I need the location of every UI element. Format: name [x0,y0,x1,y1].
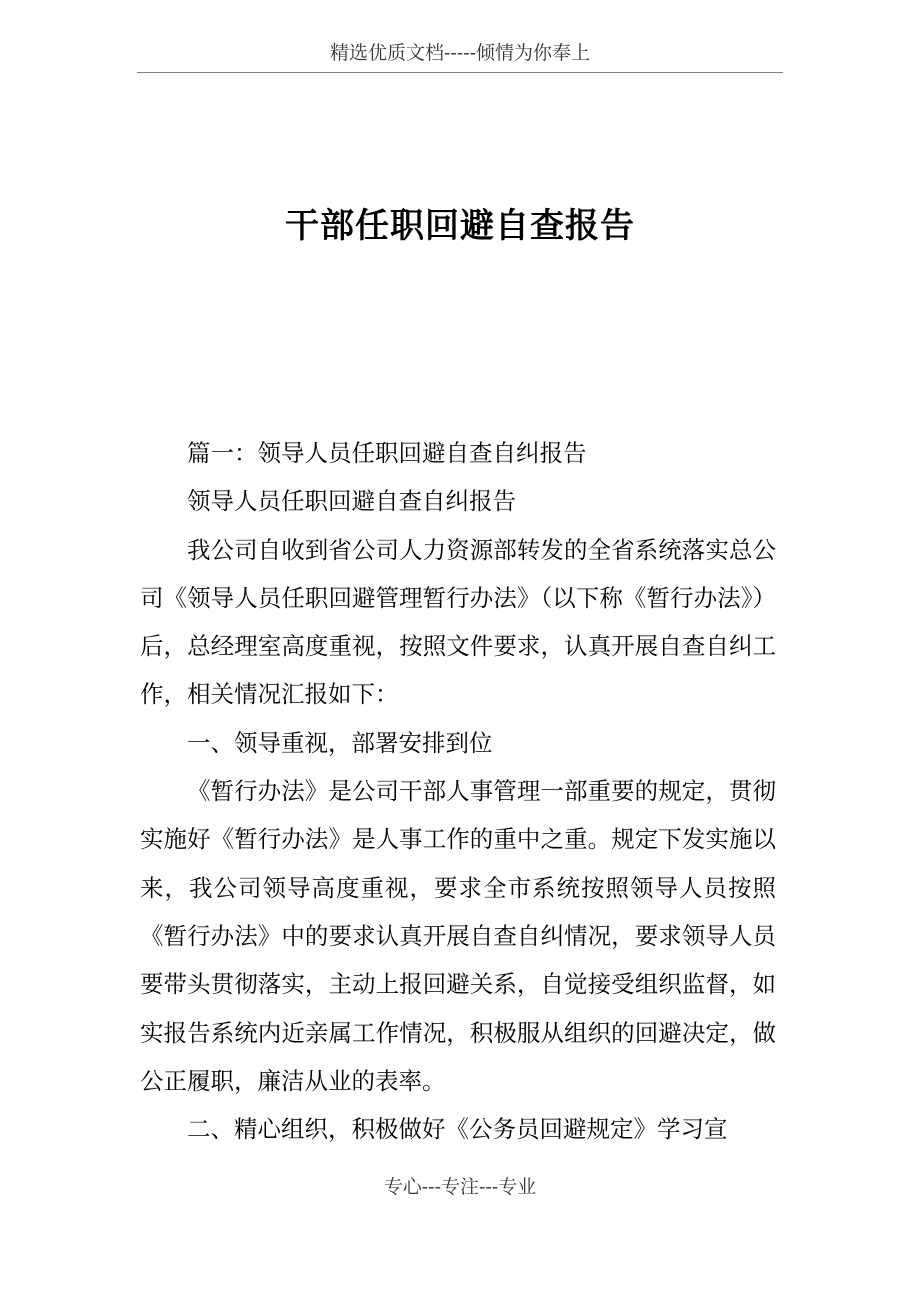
body-paragraph: 《暂行办法》是公司干部人事管理一部重要的规定，贯彻实施好《暂行办法》是人事工作的重中之重。规定下发实施以来，我公司领导高度重视，要求全市系统按照领导人员按照《暂行办法》中的要求认真开展自查自纠情况，要求领导人员要带头贯彻落实，主动上报回避关系，自觉接受组织监督，如实报告系统内近亲属工作情况，积极服从组织的回避决定，做公正履职，廉洁从业的表率。 [140,777,776,1095]
body-paragraph: 我公司自收到省公司人力资源部转发的全省系统落实总公司《领导人员任职回避管理暂行办法》（以下称《暂行办法》）后，总经理室高度重视，按照文件要求，认真开展自查自纠工作，相关情况汇报如下： [140,535,776,709]
page-footer [0,1170,920,1204]
header-text: 精选优质文档-----倾情为你奉上 [329,42,591,64]
section-heading: 一、领导重视，部署安排到位 [187,728,493,757]
footer-text: 专心---专注---专业 [383,1176,537,1198]
section-heading: 篇一：领导人员任职回避自查自纠报告 [187,439,587,467]
document-body [140,429,776,1153]
document-title: 干部任职回避自查报告 [285,206,635,246]
section-heading: 二、精心组织，积极做好《公务员回避规定》学习宣 [187,1115,728,1144]
report-subtitle: 领导人员任职回避自查自纠报告 [187,487,516,516]
page-header [137,38,783,73]
